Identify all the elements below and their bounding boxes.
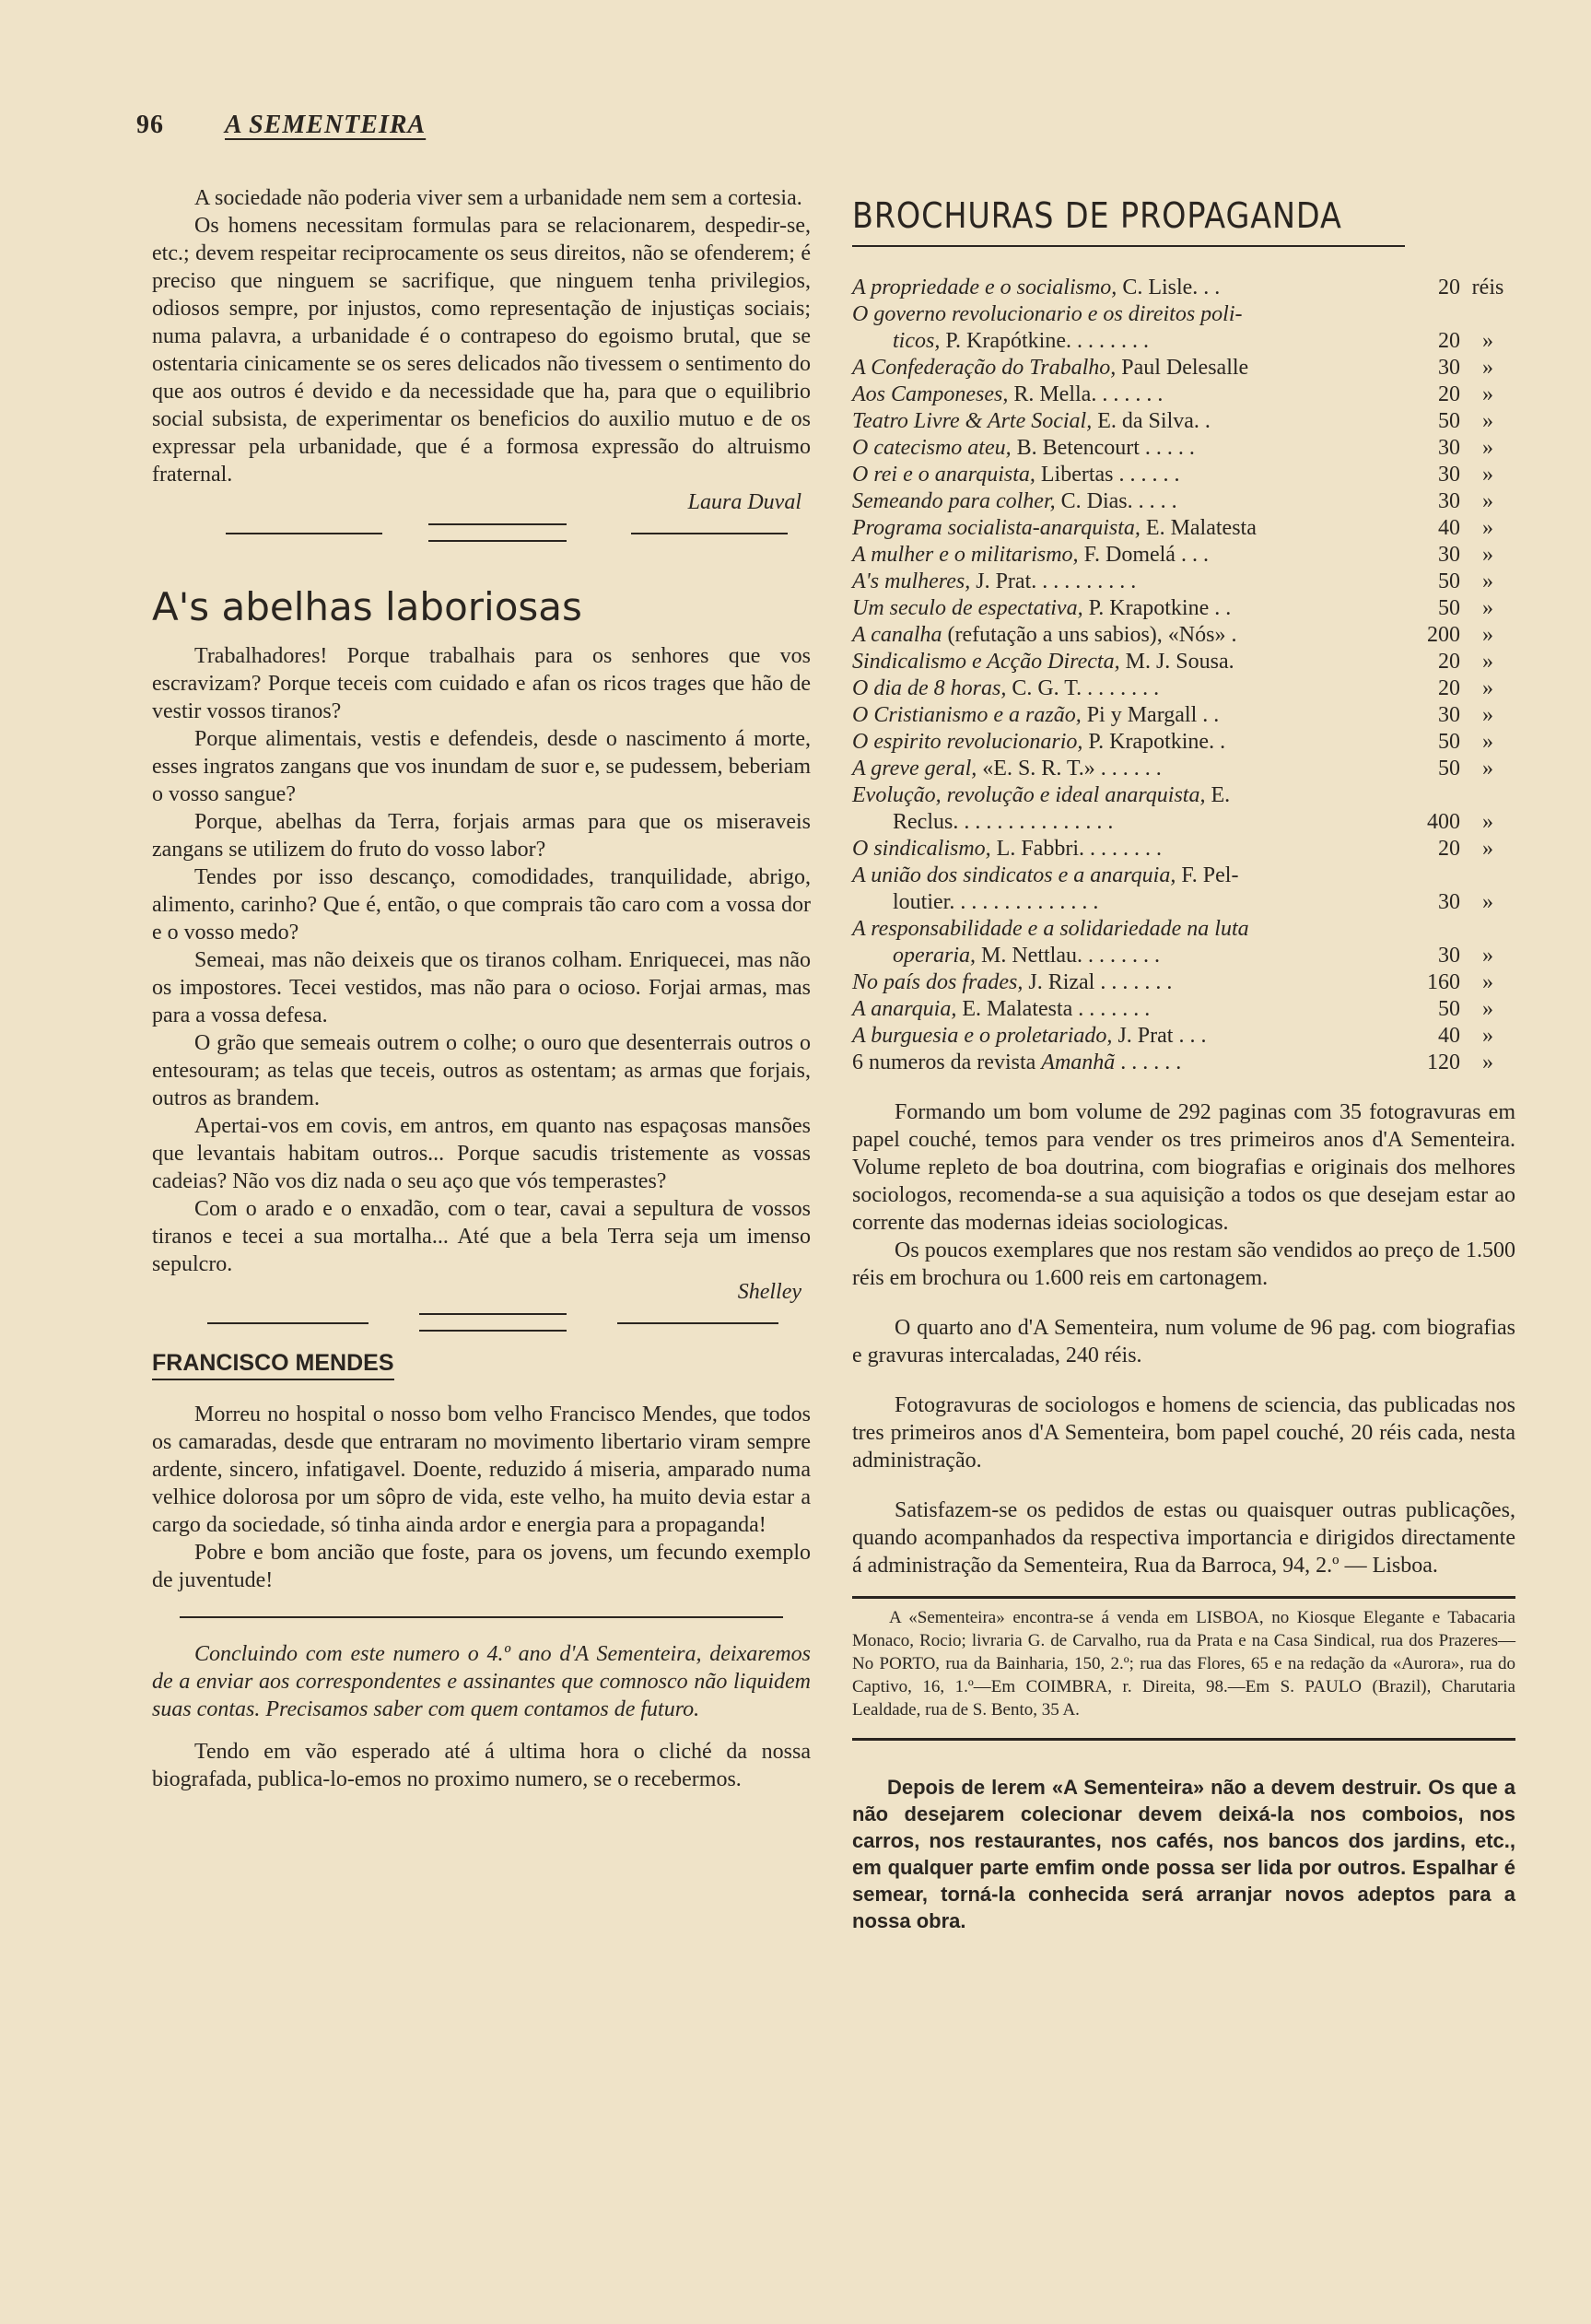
brochure-unit: » [1482,436,1493,460]
poem-paragraph: Tendes por isso descanço, comodidades, tranquilidade, abrigo, alimento, carinho? Que é, então, o que comprais tão caro com a vossa dor e o vosso medo? [152,865,811,945]
brochure-price: 400 [1427,810,1460,834]
price-paragraph: Os poucos exemplares que nos restam são vendidos ao preço de 1.500 réis em brochura ou 1.600 reis em cartonagem. [852,1238,1515,1290]
poem-title: A's abelhas laboriosas [152,584,582,629]
brochure-item [852,381,1515,408]
brochure-title: A propriedade e o socialismo, C. Lisle. . . [852,276,1221,299]
brochure-price [1405,301,1460,328]
brochure-price: 30 [1438,703,1460,727]
brochures-heading: BROCHURAS DE PROPAGANDA [852,195,1342,236]
brochure-title: A mulher e o militarismo, F. Domelá . . . [852,543,1209,567]
closing-appeal: Depois de lerem «A Sementeira» não a devem destruir. Os que a não desejarem colecionar devem deixá-la nos comboios, nos carros, nos restaurantes, nos cafés, nos bancos dos jardins, etc., em qualquer parte emfim onde possa ser lida por outros. Espalhar é semear, torná-la conhecida será arranjar novos adeptos para a nossa obra. [852,1776,1515,1932]
brochure-item [852,435,1515,462]
rule [180,1616,783,1618]
sale-points: A «Sementeira» encontra-se á venda em LISBOA, no Kiosque Elegante e Tabacaria Monaco, Rocio; livraria G. de Carvalho, rua da Prata e na Casa Sindical, rua dos Prazeres—No PORTO, rua da Bainharia, 150, 2.º; rua das Flores, 65 e na redação da «Aurora», rua do Captivo, 16, 1.º—Em COIMBRA, r. Direita, 98.—Em S. PAULO (Brazil), Charutaria Lealdade, rua de S. Bento, 35 A. [852,1608,1515,1720]
cliche-note: Tendo em vão esperado até á ultima hora o cliché da nossa biografada, publica-lo-emos no proximo numero, se o recebermos. [152,1740,811,1791]
brochure-item [852,996,1515,1023]
brochure-unit: » [1482,1050,1493,1074]
brochure-unit: » [1482,730,1493,754]
brochure-price: 50 [1438,757,1460,781]
orders-paragraph: Satisfazem-se os pedidos de estas ou quaisquer outras publicações, quando acompanhados da respectiva importancia e dirigidos directamente á administração da Sementeira, Rua da Barroca, 94, 2.º — Lisboa. [852,1498,1515,1578]
brochure-item [852,488,1515,515]
divider-rules [152,516,811,571]
divider-rules [152,1306,811,1343]
rule [419,1330,567,1332]
brochure-item [852,301,1515,328]
brochure-unit: » [1482,329,1493,353]
brochure-item [852,408,1515,435]
rule [419,1313,567,1315]
brochure-unit: » [1482,970,1493,994]
brochure-title: loutier. . . . . . . . . . . . . . [893,890,1099,914]
brochure-unit: » [1482,543,1493,567]
poem-paragraph: O grão que semeais outrem o colhe; o ouro que desenterrais outros o entesouram; as telas que teceis, outros as ostentam; as armas que forjais, outros as brandem. [152,1031,811,1110]
rule [428,540,567,542]
brochure-item [852,595,1515,622]
brochure-title: O Cristianismo e a razão, Pi y Margall . . [852,703,1220,727]
brochure-price: 50 [1438,569,1460,593]
brochure-title: No país dos frades, J. Rizal . . . . . . . [852,970,1173,994]
sale-points-rule [852,1596,1515,1599]
brochure-price: 30 [1438,463,1460,487]
brochure-unit: » [1482,516,1493,540]
brochure-item [852,782,1515,809]
brochure-title: O sindicalismo, L. Fabbri. . . . . . . . [852,837,1162,861]
brochure-item [852,702,1515,729]
brochure-title: Semeando para colher, C. Dias. . . . . [852,489,1177,513]
brochure-price: 40 [1438,1024,1460,1048]
poem-paragraph: Porque alimentais, vestis e defendeis, desde o nascimento á morte, esses ingratos zangans que vos inundam de suor e, se pudessem, beberiam o vosso sangue? [152,727,811,806]
brochure-item [852,275,1515,301]
divider-rules [152,1594,811,1640]
brochure-title: O espirito revolucionario, P. Krapotkine. . [852,730,1226,754]
brochure-item [852,462,1515,488]
heading-rule [852,245,1405,247]
brochure-title: A união dos sindicatos e a anarquia, F. Pel- [852,863,1239,887]
brochure-item [852,675,1515,702]
poem-paragraph: Porque, abelhas da Terra, forjais armas para que os miseraveis zangans se utilizem do fruto do vosso labor? [152,810,811,862]
brochure-unit: » [1482,1024,1493,1048]
brochure-title: Teatro Livre & Arte Social, E. da Silva. . [852,409,1211,433]
brochure-unit: » [1482,810,1493,834]
brochure-title: Um seculo de espectativa, P. Krapotkine . . [852,596,1232,620]
intro-author: Laura Duval [687,490,801,514]
poem-paragraph: Trabalhadores! Porque trabalhais para os senhores que vos escravizam? Porque teceis com cuidado e afan os ricos trages que hão de vestir vossos tiranos? [152,644,811,723]
brochure-title: A canalha (refutação a uns sabios), «Nós» . [852,623,1237,647]
brochure-unit [1460,863,1515,889]
brochure-title: Evolução, revolução e ideal anarquista, E. [852,783,1231,807]
brochure-unit: » [1482,890,1493,914]
brochure-price [1405,863,1460,889]
rule [226,533,382,534]
obituary-title: FRANCISCO MENDES [152,1350,394,1380]
brochure-unit: » [1482,757,1493,781]
obituary-paragraph: Pobre e bom ancião que foste, para os jovens, um fecundo exemplo de juventude! [152,1541,811,1592]
brochure-title: O dia de 8 horas, C. G. T. . . . . . . . [852,676,1160,700]
brochure-title: ticos, P. Krapótkine. . . . . . . . [893,329,1149,353]
brochure-unit: » [1482,382,1493,406]
poem-author: Shelley [737,1280,801,1304]
brochure-item [852,969,1515,996]
brochure-item [852,542,1515,569]
brochure-price: 20 [1438,276,1460,299]
brochure-item [852,569,1515,595]
brochure-title: O catecismo ateu, B. Betencourt . . . . . [852,436,1195,460]
brochure-unit: » [1482,463,1493,487]
brochure-item [852,515,1515,542]
brochure-price: 20 [1438,837,1460,861]
brochure-unit: » [1482,703,1493,727]
brochure-price: 160 [1427,970,1460,994]
brochure-price: 40 [1438,516,1460,540]
left-column [152,184,811,1793]
brochure-item [852,328,1515,355]
obituary-paragraph: Morreu no hospital o nosso bom velho Francisco Mendes, que todos os camaradas, desde que entraram no movimento libertario viram sempre ardente, sincero, infatigavel. Doente, reduzido á miseria, amparado numa velhice dolorosa por um sôpro de vida, este velho, ha muito devia estar a cargo da sociedade, só tinha ainda ardor e energia para a propaganda! [152,1403,811,1537]
brochure-title: Reclus. . . . . . . . . . . . . . . [893,810,1114,834]
running-head [136,111,426,140]
brochure-title: Programa socialista-anarquista, E. Malatesta [852,516,1257,540]
brochure-item [852,1050,1515,1076]
brochure-title: A's mulheres, J. Prat. . . . . . . . . . [852,569,1137,593]
brochure-unit: » [1482,569,1493,593]
brochure-title: O rei e o anarquista, Libertas . . . . . . [852,463,1180,487]
brochure-unit [1460,301,1515,328]
brochure-unit: » [1482,596,1493,620]
brochure-unit: » [1482,409,1493,433]
brochure-price: 30 [1438,489,1460,513]
brochure-item [852,1023,1515,1050]
brochure-price: 30 [1438,356,1460,380]
brochure-item [852,863,1515,889]
brochure-price: 20 [1438,382,1460,406]
brochure-price: 50 [1438,730,1460,754]
right-column [852,184,1515,1934]
brochure-item [852,889,1515,916]
sale-points-rule [852,1738,1515,1741]
volume-paragraph: Formando um bom volume de 292 paginas com 35 fotogravuras em papel couché, temos para vender os tres primeiros anos d'A Sementeira. Volume repleto de boa doutrina, com biografias e originais dos melhores sociologos, recomenda-se a sua aquisição a todos os que desejam estar ao corrente das modernas ideias sociologicas. [852,1100,1515,1235]
brochure-unit: » [1482,489,1493,513]
poem-paragraph: Apertai-vos em covis, em antros, em quanto nas espaçosas mansões que levantais habitam outros... Porque sacudis tristemente as vossas cadeias? Não vos diz nada o seu aço que vós temperastes? [152,1114,811,1193]
brochure-title: A burguesia e o proletariado, J. Prat . . . [852,1024,1207,1048]
brochure-price: 30 [1438,543,1460,567]
photogravure-paragraph: Fotogravuras de sociologos e homens de sciencia, das publicadas nos tres primeiros anos d'A Sementeira, bom papel couché, 20 réis cada, nesta administração. [852,1393,1515,1473]
brochure-price: 30 [1438,436,1460,460]
intro-paragraph-2: Os homens necessitam formulas para se relacionarem, despedir-se, etc.; devem respeitar reciprocamente os seus direitos, não se ofenderem; é preciso que ninguem se sacrifique, que ninguem tenha privilegios, odiosos sempre, por injustos, como representação de injustiças sociais; numa palavra, a urbanidade é o contrapeso do egoismo brutal, que se ostentaria cinicamente se os seres delicados não tivessem o sentimento do que aos outros é devido e da necessidade que ha, para que o equilibrio social subsista, de experimentar os beneficios do auxilio mutuo e de os expressar pela urbanidade, que é a formosa expressão do altruismo fraternal. [152,214,811,487]
brochure-item [852,809,1515,836]
brochure-price: 50 [1438,409,1460,433]
page-number: 96 [136,111,164,139]
brochure-title: A greve geral, «E. S. R. T.» . . . . . . [852,757,1162,781]
journal-title: A SEMENTEIRA [225,111,427,139]
brochure-price: 50 [1438,596,1460,620]
brochure-item [852,622,1515,649]
brochure-price [1405,782,1460,809]
brochure-price: 200 [1427,623,1460,647]
brochure-price: 30 [1438,890,1460,914]
brochure-unit: réis [1471,276,1504,299]
brochure-item [852,943,1515,969]
brochure-unit [1460,916,1515,943]
intro-paragraph-1: A sociedade não poderia viver sem a urbanidade nem sem a cortesia. [194,186,802,210]
brochure-title: Sindicalismo e Acção Directa, M. J. Sousa. [852,650,1234,674]
brochure-unit: » [1482,837,1493,861]
brochure-price: 30 [1438,944,1460,968]
rule [428,523,567,525]
brochure-price [1405,916,1460,943]
brochure-price: 50 [1438,997,1460,1021]
brochure-item [852,756,1515,782]
brochure-title: A anarquia, E. Malatesta . . . . . . . [852,997,1151,1021]
brochure-list [852,275,1515,1076]
poem-paragraph: Com o arado e o enxadão, com o tear, cavai a sepultura de vossos tiranos e tecei a sua mortalha... Até que a bela Terra seja um imenso sepulcro. [152,1197,811,1276]
brochure-title: Aos Camponeses, R. Mella. . . . . . . [852,382,1164,406]
brochure-price: 20 [1438,329,1460,353]
brochure-title: A responsabilidade e a solidariedade na luta [852,917,1249,941]
fourth-year-paragraph: O quarto ano d'A Sementeira, num volume de 96 pag. com biografias e gravuras intercaladas, 240 réis. [852,1316,1515,1367]
brochure-title: O governo revolucionario e os direitos poli- [852,302,1243,326]
brochure-item [852,355,1515,381]
brochure-unit: » [1482,623,1493,647]
brochure-title: 6 numeros da revista Amanhã . . . . . . [852,1050,1182,1074]
rule [617,1322,778,1324]
rule [207,1322,369,1324]
brochure-price: 120 [1427,1050,1460,1074]
brochure-item [852,729,1515,756]
brochure-item [852,649,1515,675]
brochure-unit: » [1482,997,1493,1021]
brochure-price: 20 [1438,676,1460,700]
brochure-unit: » [1482,944,1493,968]
brochure-title: A Confederação do Trabalho, Paul Delesalle [852,356,1249,380]
brochure-unit: » [1482,650,1493,674]
subscriber-notice [152,1640,811,1723]
poem-paragraph: Semeai, mas não deixeis que os tiranos colham. Enriquecei, mas não os impostores. Tecei vestidos, mas não para o ocioso. Forjai armas, mas para a vossa defesa. [152,948,811,1027]
brochure-unit: » [1482,676,1493,700]
brochure-price: 20 [1438,650,1460,674]
brochure-unit [1460,782,1515,809]
notice-text: Concluindo com este numero o 4.º ano d'A Sementeira, deixaremos de a enviar aos correspondentes e assinantes que comnosco não liquidem suas contas. Precisamos saber com quem contamos de futuro. [152,1642,811,1721]
brochure-unit: » [1482,356,1493,380]
brochure-item [852,916,1515,943]
brochure-title: operaria, M. Nettlau. . . . . . . . [893,944,1160,968]
brochure-item [852,836,1515,863]
rule [631,533,788,534]
